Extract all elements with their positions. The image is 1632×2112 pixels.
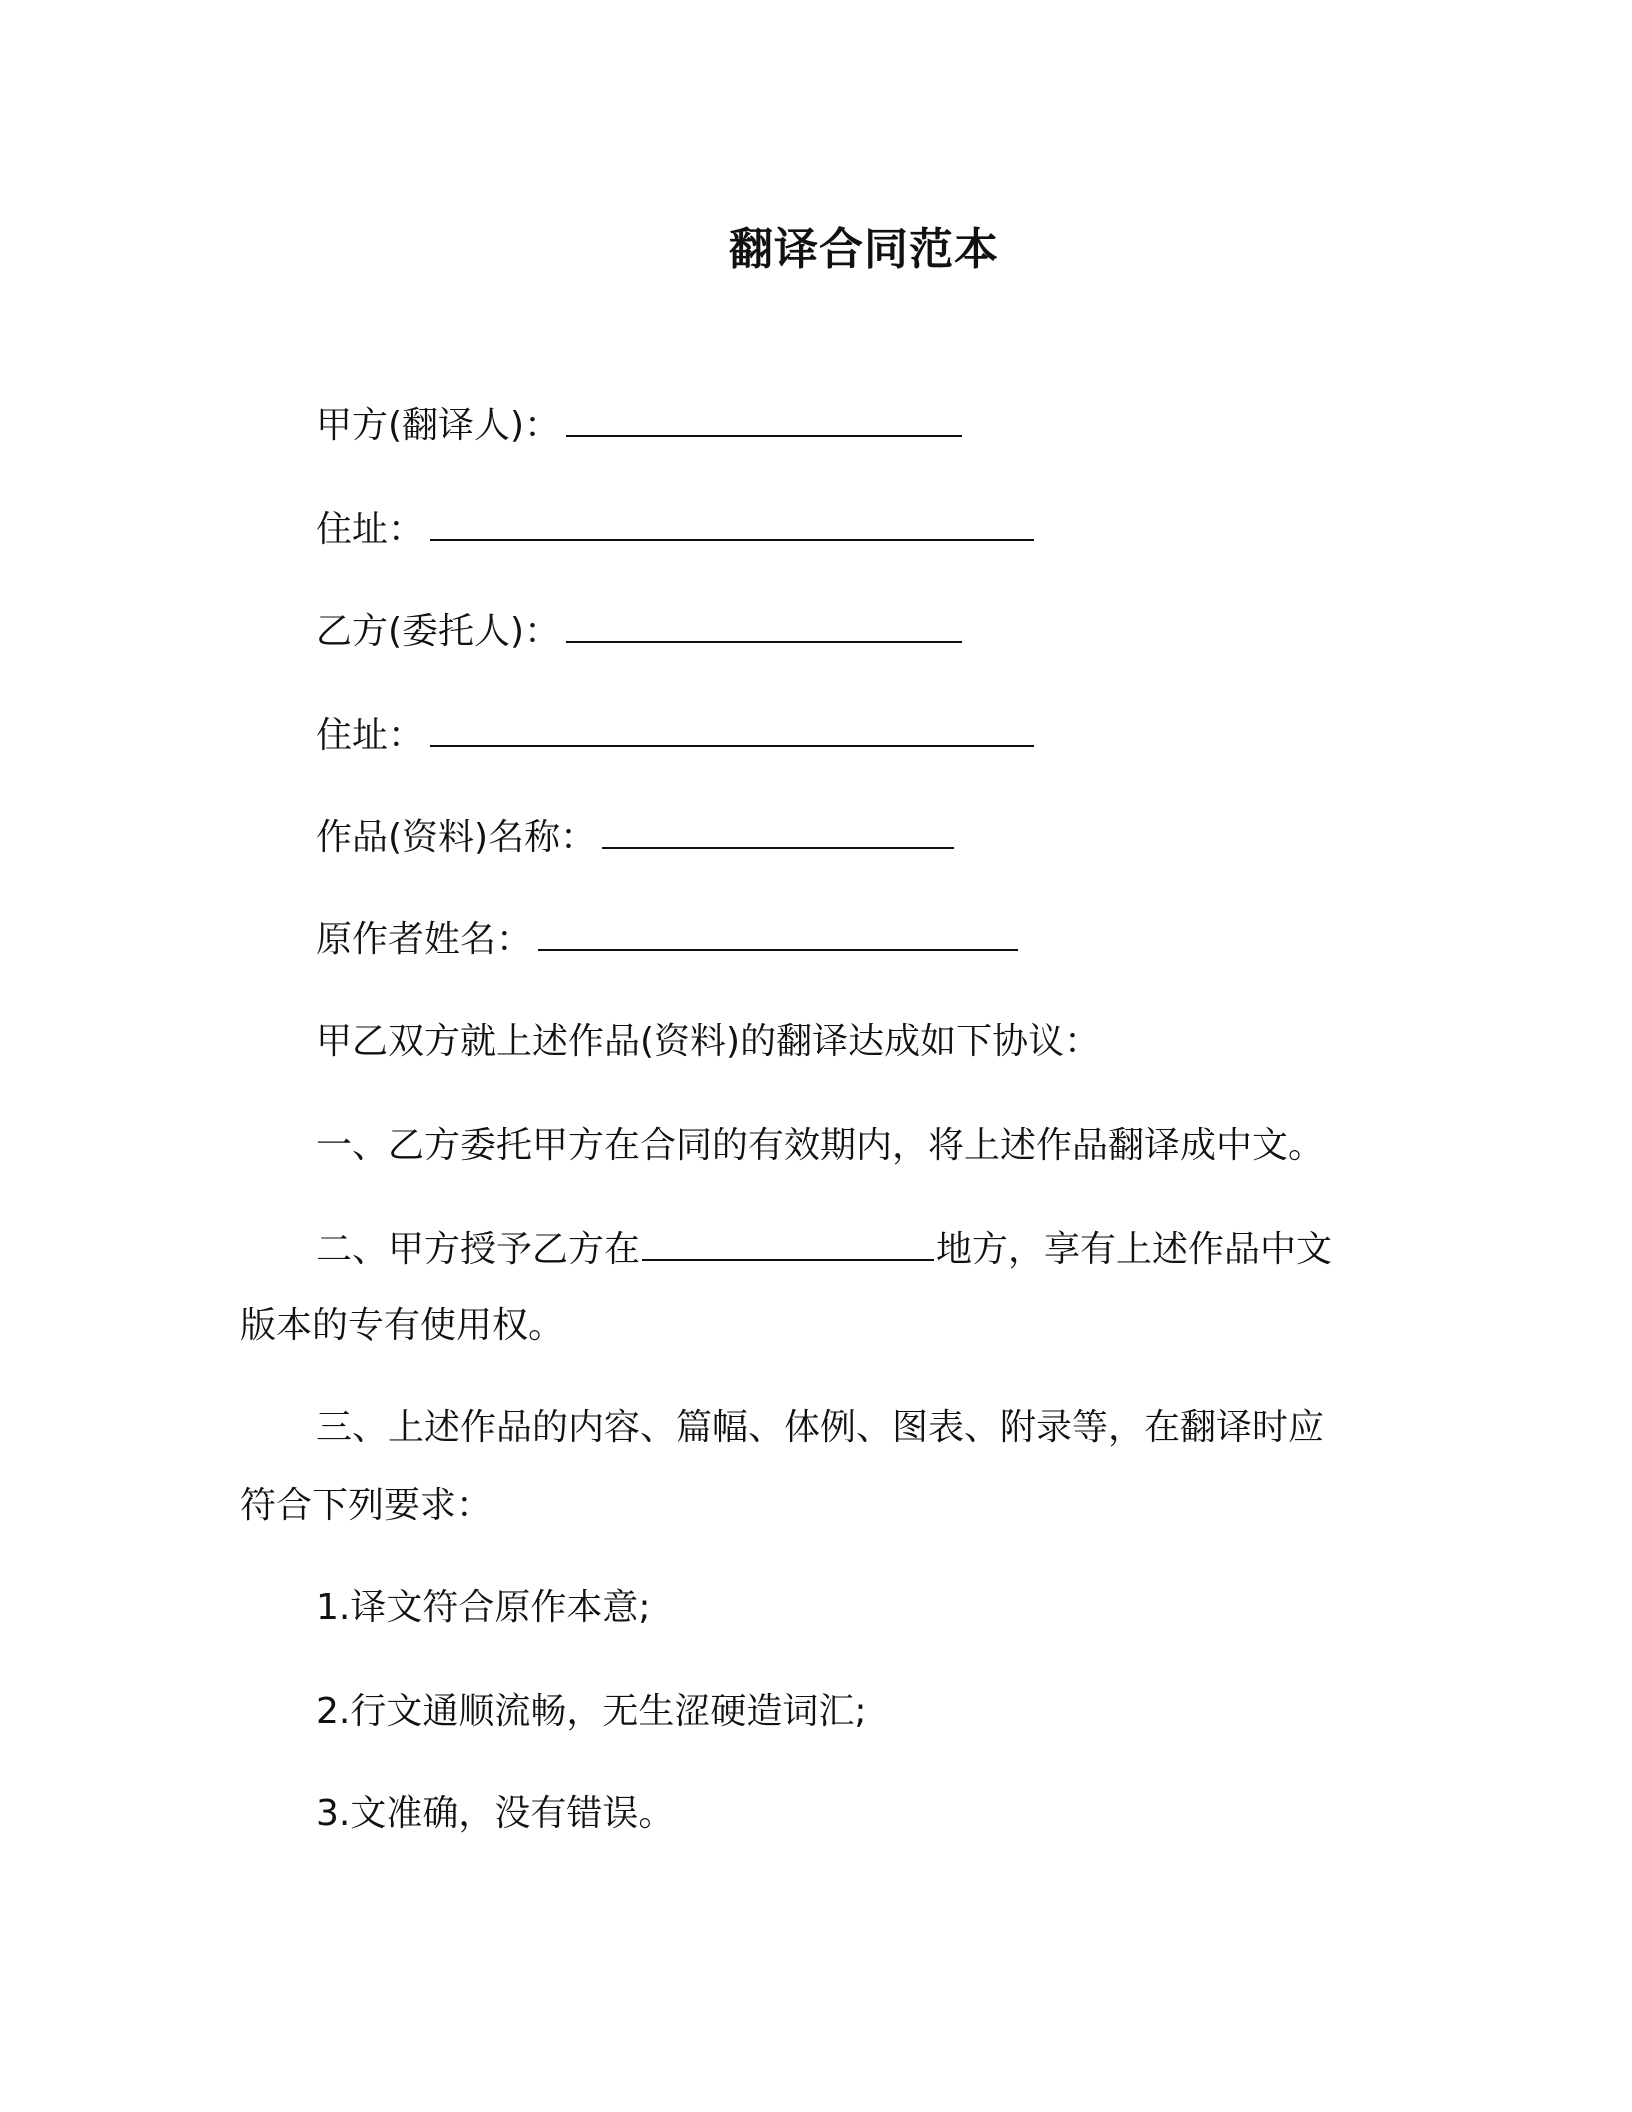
field-label: 住址： [316,715,425,756]
blank-line[interactable] [430,509,1034,541]
field-address-b [316,712,1034,760]
field-party-a [316,402,962,450]
field-label: 作品(资料)名称： [316,817,597,858]
field-party-b [316,608,962,656]
field-author-name [316,916,1018,964]
field-label: 甲方(翻译人)： [316,405,561,446]
intro-paragraph: 甲乙双方就上述作品(资料)的翻译达成如下协议： [316,1021,1101,1062]
field-label: 原作者姓名： [316,919,533,960]
clause-2 [316,1226,1332,1274]
blank-line[interactable] [642,1229,934,1261]
field-label: 乙方(委托人)： [316,611,561,652]
clause-2-continued: 版本的专有使用权。 [240,1305,565,1346]
clause-3-continued: 符合下列要求： [240,1485,493,1526]
blank-line[interactable] [566,405,962,437]
requirement-item: 3.文准确，没有错误。 [316,1793,675,1834]
requirement-item: 2.行文通顺流畅，无生涩硬造词汇; [316,1691,867,1732]
document-title: 翻译合同范本 [729,224,999,275]
field-label: 住址： [316,509,425,550]
clause-1: 一、乙方委托甲方在合同的有效期内，将上述作品翻译成中文。 [316,1125,1325,1166]
blank-line[interactable] [538,919,1018,951]
clause-2-text-end: 地方，享有上述作品中文 [936,1229,1333,1270]
blank-line[interactable] [430,715,1034,747]
blank-line[interactable] [602,817,954,849]
clause-2-text-start: 二、甲方授予乙方在 [316,1229,641,1270]
clause-3: 三、上述作品的内容、篇幅、体例、图表、附录等，在翻译时应 [316,1407,1325,1448]
blank-line[interactable] [566,611,962,643]
field-work-name [316,814,954,862]
field-address-a [316,506,1034,554]
requirement-item: 1.译文符合原作本意; [316,1587,651,1628]
